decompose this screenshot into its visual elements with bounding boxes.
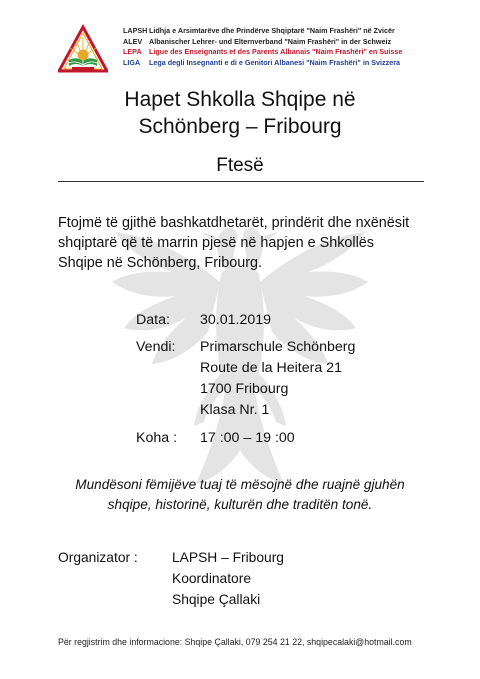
invitation-text: Ftojmë të gjithë bashkatdhetarët, prindërit dhe nxënësit shqiptarë që të marrin pjesë në hapjen e Shkollës Shqipe në Schönberg, Fribourg. <box>58 215 410 271</box>
registration-footer: Për regjistrim dhe informacione: Shqipe Çallaki, 079 254 21 22, shqipecalaki@hotmail.com <box>58 637 412 647</box>
organization-names <box>123 26 463 68</box>
venue-line: Primarschule Schönberg <box>200 339 356 355</box>
time-row <box>136 428 436 448</box>
date-value: 30.01.2019 <box>200 312 272 328</box>
organizer-line: Shqipe Çallaki <box>172 592 261 607</box>
venue-line: Klasa Nr. 1 <box>200 402 270 418</box>
venue-line: 1700 Fribourg <box>200 381 289 397</box>
organization-header <box>58 24 458 74</box>
org-line-lapsh: LAPSH Lidhja e Arsimtarëve dhe Prindërve Shqiptarë "Naim Frashëri" në Zvicër <box>123 26 395 35</box>
organizer-label: Organizator : <box>58 550 138 565</box>
organizer-line: LAPSH – Fribourg <box>172 550 284 565</box>
venue-block <box>136 337 436 421</box>
org-line-liga: LIGA Lega degli Insegnanti e di e Genitori Albanesi "Naim Frashëri" in Svizzera <box>123 57 400 67</box>
venue-label: Vendi: <box>136 339 176 355</box>
invitation-heading: Ftesë <box>216 155 264 176</box>
book-sunrise-logo <box>58 24 108 74</box>
organizer-line: Koordinatore <box>172 571 252 586</box>
date-row <box>136 310 436 330</box>
time-value: 17 :00 – 19 :00 <box>200 430 295 446</box>
org-line-alev: ALEV Albanischer Lehrer- und Elternverband "Naim Frashëri" in der Schweiz <box>123 36 392 46</box>
org-line-lepa: LEPA Ligue des Enseignants et des Parents Albanais "Naim Frashëri" en Suisse <box>123 47 403 56</box>
event-details <box>136 310 436 448</box>
venue-line: Route de la Heitera 21 <box>200 360 342 376</box>
time-label: Koha : <box>136 430 178 446</box>
title-divider <box>58 181 424 182</box>
date-label: Data: <box>136 312 170 328</box>
page-title: Hapet Shkolla Shqipe në Schönberg – Fribourg <box>124 88 356 138</box>
closing-note: Mundësoni fëmijëve tuaj të mësojnë dhe ruajnë gjuhën shqipe, historinë, kulturën dhe traditën tonë. <box>75 477 405 512</box>
